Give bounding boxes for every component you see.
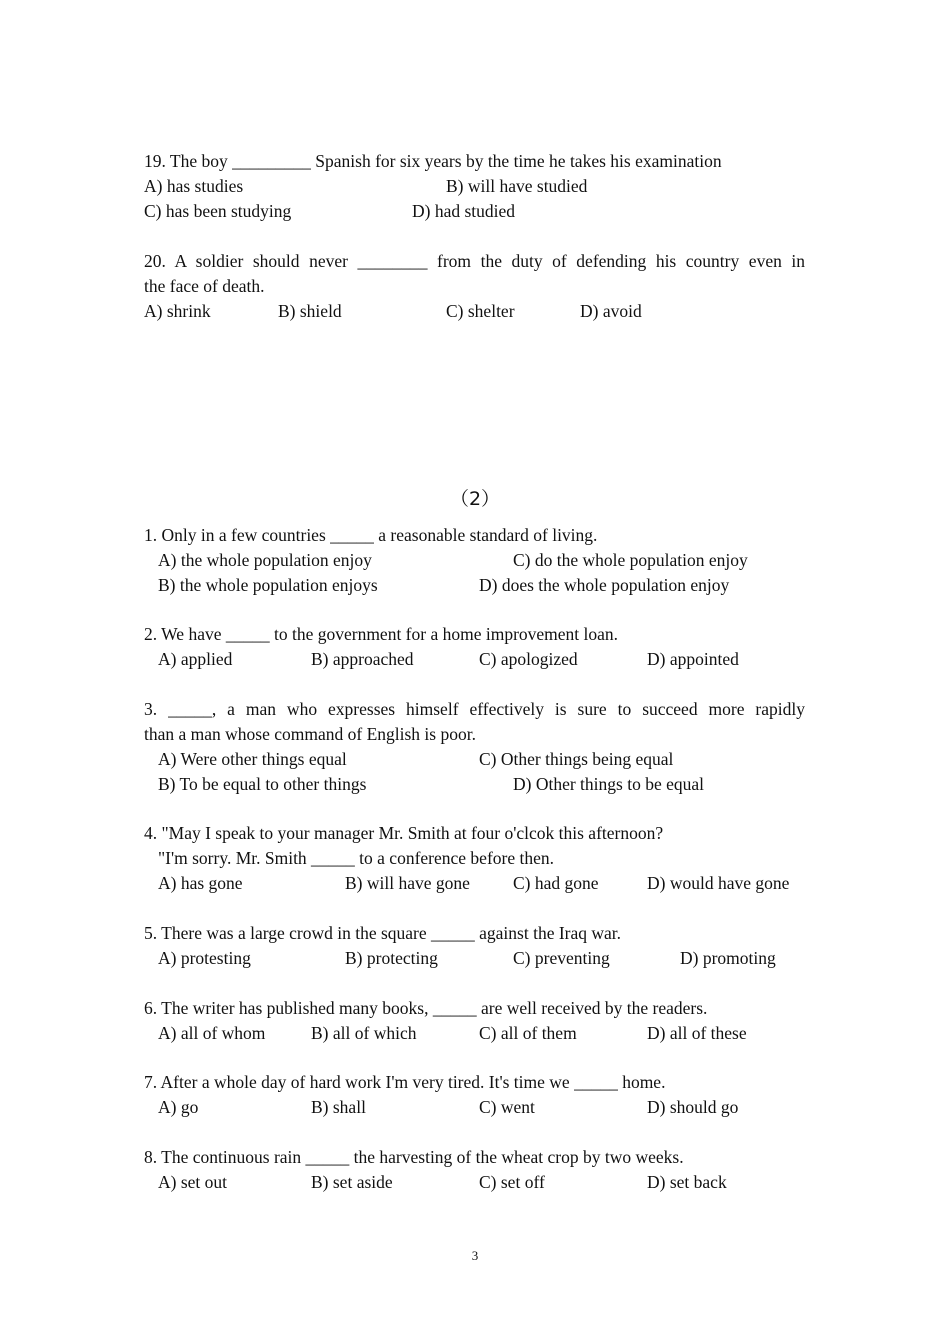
question-20-stem-line2: the face of death.: [144, 276, 265, 296]
question-4-stem-line2: "I'm sorry. Mr. Smith _____ to a conference before then.: [158, 848, 554, 868]
question-2-stem: 2. We have _____ to the government for a home improvement loan.: [144, 624, 619, 644]
question-4-option-a: A) has gone: [158, 873, 243, 893]
question-6-option-b: B) all of which: [311, 1023, 417, 1043]
question-3-option-c: C) Other things being equal: [479, 749, 674, 769]
question-8-stem: 8. The continuous rain _____ the harvesting of the wheat crop by two weeks.: [144, 1147, 684, 1167]
question-1-stem: 1. Only in a few countries _____ a reasonable standard of living.: [144, 525, 598, 545]
question-3-stem-line2: than a man whose command of English is poor.: [144, 724, 476, 744]
question-4-option-b: B) will have gone: [345, 873, 470, 893]
page-number: 3: [471, 1248, 479, 1263]
question-5-stem: 5. There was a large crowd in the square _____ against the Iraq war.: [144, 923, 622, 943]
question-4-option-c: C) had gone: [513, 873, 599, 893]
question-8-option-c: C) set off: [479, 1172, 545, 1192]
question-19-option-d: D) had studied: [412, 201, 516, 221]
question-7-option-c: C) went: [479, 1097, 535, 1117]
question-19-option-c: C) has been studying: [144, 201, 292, 221]
question-3-stem-line1: 3. _____, a man who expresses himself effectively is sure to succeed more rapidly: [144, 699, 805, 719]
question-20-option-d: D) avoid: [580, 301, 642, 321]
question-5-option-b: B) protecting: [345, 948, 438, 968]
question-5-option-d: D) promoting: [680, 948, 776, 968]
question-19-option-b: B) will have studied: [446, 176, 588, 196]
question-20-stem-line1: 20. A soldier should never ________ from the duty of defending his country even in: [144, 251, 805, 271]
question-5-option-c: C) preventing: [513, 948, 610, 968]
question-5-option-a: A) protesting: [158, 948, 251, 968]
question-2-option-d: D) appointed: [647, 649, 739, 669]
question-8-option-a: A) set out: [158, 1172, 228, 1192]
question-20-option-a: A) shrink: [144, 301, 211, 321]
question-8-option-d: D) set back: [647, 1172, 727, 1192]
question-6-option-a: A) all of whom: [158, 1023, 266, 1043]
question-20-option-b: B) shield: [278, 301, 342, 321]
question-3-option-b: B) To be equal to other things: [158, 774, 367, 794]
question-6-option-d: D) all of these: [647, 1023, 747, 1043]
question-2-option-b: B) approached: [311, 649, 414, 669]
question-3-option-a: A) Were other things equal: [158, 749, 347, 769]
question-8-option-b: B) set aside: [311, 1172, 393, 1192]
question-19-stem: 19. The boy _________ Spanish for six years by the time he takes his examination: [144, 151, 722, 171]
question-4-option-d: D) would have gone: [647, 873, 790, 893]
question-6-stem: 6. The writer has published many books, _____ are well received by the readers.: [144, 998, 708, 1018]
question-7-option-d: D) should go: [647, 1097, 739, 1117]
question-1-option-d: D) does the whole population enjoy: [479, 575, 730, 595]
question-7-option-a: A) go: [158, 1097, 199, 1117]
question-7-option-b: B) shall: [311, 1097, 366, 1117]
question-3-option-d: D) Other things to be equal: [513, 774, 704, 794]
question-1-option-c: C) do the whole population enjoy: [513, 550, 748, 570]
section-heading: （2）: [449, 488, 501, 510]
question-1-option-a: A) the whole population enjoy: [158, 550, 372, 570]
question-6-option-c: C) all of them: [479, 1023, 577, 1043]
question-2-option-c: C) apologized: [479, 649, 578, 669]
question-1-option-b: B) the whole population enjoys: [158, 575, 378, 595]
question-20-option-c: C) shelter: [446, 301, 515, 321]
question-2-option-a: A) applied: [158, 649, 233, 669]
question-7-stem: 7. After a whole day of hard work I'm very tired. It's time we _____ home.: [144, 1072, 666, 1092]
question-19-option-a: A) has studies: [144, 176, 244, 196]
question-4-stem-line1: 4. "May I speak to your manager Mr. Smith at four o'clcok this afternoon?: [144, 823, 664, 843]
